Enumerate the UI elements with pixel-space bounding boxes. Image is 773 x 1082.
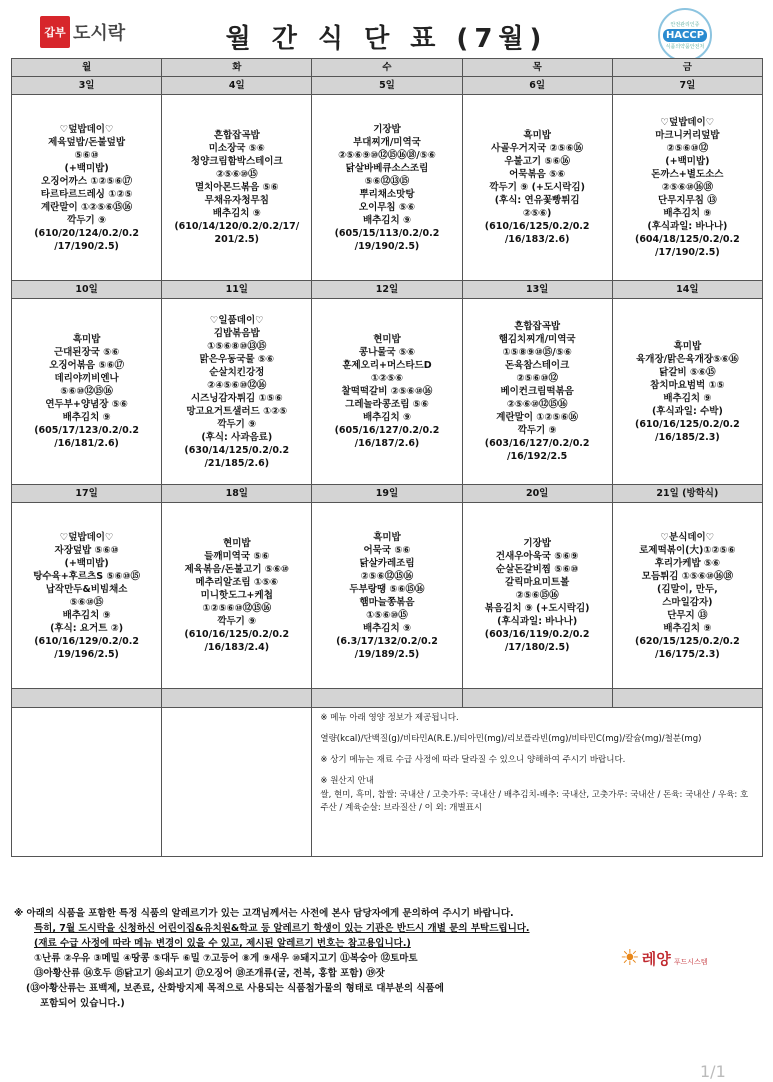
menu-item: ②⑤⑥⑩⑫ [666,143,709,154]
allergy-line: 포함되어 있습니다.) [40,998,125,1009]
menu-item: ♡덮밥데이♡ [59,531,114,543]
date-cell: 4일 [162,77,312,95]
menu-item: 닭갈비 ⑤⑥⑮ [659,366,716,378]
menu-item: 흑미밥 [373,531,401,543]
menu-item: /16/183/2.6) [504,234,570,245]
day-menu-cell [12,503,162,689]
menu-item: ②⑤⑥⑩⑫⑮⑯ [506,399,568,410]
date-cell: 7일 [612,77,762,95]
menu-item: ②⑤⑥⑮⑯ [515,590,559,601]
menu-item: 두부랑땡 ⑤⑥⑮⑯ [349,583,425,595]
empty-cell [12,689,162,708]
note-nutrition-units: 열량(kcal)/단백질(g)/비타민A(R.E.)/티아민(mg)/리보플라빈(mg)/비타민C(mg)/칼슘(mg)/철분(mg) [320,734,702,744]
menu-item: /16/192/2.5 [507,451,568,462]
brand-name: 레양 [641,950,671,968]
menu-item: 시즈닝감자튀김 ①⑤⑥ [190,392,283,404]
menu-item: /19/190/2.5) [354,240,420,252]
note-nutrition: ※ 메뉴 아래 영양 정보가 제공됩니다. [320,713,459,723]
menu-item: 오징어까스 ①②⑤⑥⑰ [41,175,133,187]
menu-item: 단무지 ⑬ [667,609,708,621]
menu-item: (610/16/125/0.2/0.2 [634,418,740,430]
day-menu-cell [12,299,162,485]
menu-item: (620/15/125/0.2/0.2 [634,635,740,647]
menu-item: (후식과일: 수박) [651,405,723,417]
day-menu-cell [612,503,762,689]
allergy-list: ⑬아황산류 ⑭호두 ⑮닭고기 ⑯쇠고기 ⑰오징어 ⑱조개류(굴, 전복, 홍합 포함) ⑲잣 [34,968,385,979]
menu-item: 배추김치 ⑨ [62,609,111,621]
menu-item: ⑤⑥⑫⑬⑮ [364,175,410,187]
menu-item: 기장밥 [523,538,551,549]
menu-item: /19/196/2.5) [54,648,119,660]
menu-item: 201/2.5) [214,234,260,245]
allergy-line: ※ 아래의 식품을 포함한 특정 식품의 알레르기가 있는 고객님께서는 사전에 본사 담당자에게 문의하여 주시기 바랍니다. [14,908,514,919]
menu-item: ①⑤⑧⑨⑩⑮/⑤⑥ [502,347,572,358]
menu-item: 닭살카레조림 [359,557,415,569]
date-cell: 3일 [12,77,162,95]
menu-item: 미소장국 ⑤⑥ [208,143,265,154]
menu-item: (김말이, 만두, [656,583,718,595]
menu-item: 기장밥 [373,123,401,135]
sun-icon: ☀ [620,946,640,971]
menu-row [12,299,763,485]
menu-item: 햄김치찌개/미역국 [498,334,576,345]
menu-item: 흔합잡곡밥 [514,321,561,332]
menu-item: (610/16/129/0.2/0.2 [34,635,139,647]
menu-item: 닭살바베큐소스조림 [345,162,429,174]
empty-cell [612,689,762,708]
menu-item: 갈릭마요미트볼 [505,577,570,588]
menu-item: (후식: 사과음료) [201,431,273,443]
haccp-bottom-text: 식품의약품안전처 [665,43,705,50]
menu-item: ♡덮밥데이♡ [59,123,114,135]
menu-item: /17/190/2.5) [655,247,720,258]
weekday-header: 금 [612,59,762,77]
menu-item: ♡분식데이♡ [660,531,715,543]
day-menu-cell [612,299,762,485]
menu-item: 배추김치 ⑨ [362,214,411,226]
menu-item: 청양크림함박스테이크 [190,156,283,167]
menu-item: (610/14/120/0.2/0.2/17/ [174,221,300,232]
menu-item: 뿌리채소맛탕 [359,188,415,200]
menu-item: (604/18/125/0.2/0.2 [634,234,740,245]
date-cell: 20일 [462,485,612,503]
menu-item: (+백미밥) [64,162,109,174]
date-cell: 18일 [162,485,312,503]
date-cell: 12일 [312,281,462,299]
day-menu-cell [462,299,612,485]
day-menu-cell [462,95,612,281]
day-menu-cell [162,503,312,689]
page-number: 1/1 [700,1062,726,1081]
date-cell: 19일 [312,485,462,503]
allergy-notice [14,906,694,1011]
menu-item: ①⑤⑥⑧⑩⑬⑮ [207,340,267,352]
menu-item: 근대된장국 ⑤⑥ [53,347,120,358]
menu-item: ②⑤⑥⑩⑮ [215,169,258,180]
date-cell: 13일 [462,281,612,299]
menu-item: 메추리알조림 ①⑤⑥ [195,577,279,588]
weekday-header-row [12,59,763,77]
date-cell: 17일 [12,485,162,503]
day-menu-cell [162,299,312,485]
menu-item: ②⑤⑥⑩⑫ [516,373,558,384]
menu-item: ⑤⑥⑩⑮ [69,596,104,608]
menu-item: /16/181/2.6) [54,438,119,449]
menu-item: 순살치킨강정 [209,366,265,378]
date-row [12,281,763,299]
date-cell: 5일 [312,77,462,95]
menu-item: 배추김치 ⑨ [663,208,712,219]
menu-item: 부대찌개/미역국 [353,136,421,148]
day-menu-cell [312,503,462,689]
menu-item: ②⑤⑥⑫⑮⑯ [360,570,414,582]
menu-item: 모듬튀김 ①⑤⑥⑩⑯⑱ [641,570,733,582]
date-cell: 21일 (방학식) [612,485,762,503]
note-menu-change: ※ 상기 메뉴는 재료 수급 사정에 따라 달라질 수 있으니 양해하여 주시기 바랍니다. [320,755,626,765]
menu-item: /16/185/2.3) [655,431,720,443]
notes-row [12,708,763,857]
brand-logo [620,946,708,971]
menu-item: ①②⑤⑥⑩⑫⑮⑯ [202,603,272,614]
note-origin-title: ※ 원산지 안내 [320,776,374,786]
menu-item: ②⑤⑥) [522,208,552,219]
menu-item: 그레놀라콩조림 ⑤⑥ [345,399,429,410]
allergy-line: 특히, 7월 도시락을 신청하신 어린이집&유치원&학교 등 알레르기 학생이 있는 기관은 반드시 개별 문의 부탁드립니다. [34,923,530,934]
weekday-header: 수 [312,59,462,77]
menu-item: 데리야끼비엔나 [54,373,119,384]
menu-item: 미니핫도그+케첩 [200,590,273,601]
menu-item: 깍두기 ⑨ [217,418,257,430]
menu-item: 흑미밥 [673,340,702,352]
menu-item: 깍두기 ⑨ (+도시락김) [489,182,585,193]
menu-item: 어묵국 ⑤⑥ [363,544,411,556]
day-menu-cell [312,299,462,485]
menu-item: (605/17/123/0.2/0.2 [34,425,139,436]
menu-item: ②⑤⑥⑨⑩⑫⑮⑯⑱/⑤⑥ [338,149,436,161]
menu-item: 배추김치 ⑨ [62,412,111,423]
menu-item: 로제떡볶이(大)①②⑤⑥ [639,544,736,556]
menu-item: 건새우아욱국 ⑤⑥⑨ [495,551,579,562]
weekday-header: 월 [12,59,162,77]
page-title: 월 간 식 단 표 (7월) [225,24,548,54]
empty-cell [312,689,462,708]
menu-item: 배추김치 ⑨ [362,622,411,634]
weekday-header: 목 [462,59,612,77]
menu-item: (603/16/119/0.2/0.2 [484,629,590,640]
menu-item: 돈까스+별도소스 [651,169,724,180]
notes-cell [312,708,763,857]
menu-item: 깍두기 ⑨ [217,616,257,627]
menu-item: 김밥볶음밥 [213,327,260,339]
menu-item: 육개장/맑은육개장⑤⑥⑯ [636,353,739,365]
logo-text: 도시락 [73,23,126,44]
menu-item: 찰떡떡갈비 ②⑤⑥⑩⑯ [341,386,433,397]
allergy-list: ①난류 ②우유 ③메밀 ④땅콩 ⑤대두 ⑥밀 ⑦고등어 ⑧게 ⑨새우 ⑩돼지고기 ⑪복숭아 ⑫토마토 [34,953,418,964]
menu-item: (610/16/125/0.2/0.2 [484,221,590,232]
menu-item: 배추김치 ⑨ [362,412,411,423]
date-cell: 14일 [612,281,762,299]
menu-row [12,503,763,689]
menu-item: 깍두기 ⑨ [517,425,557,436]
menu-item: 맑은우동국물 ⑤⑥ [199,353,275,365]
menu-item: /17/180/2.5) [504,642,570,653]
menu-item: ②⑤⑥⑩⑯⑱ [661,182,713,193]
haccp-badge [658,8,712,62]
menu-item: (후식: 요거트 ②) [50,622,124,634]
logo-mark: 갑부 [40,16,70,48]
menu-row [12,95,763,281]
menu-item: ①②⑤⑥ [370,373,404,384]
menu-item: 무채유자청무침 [204,195,269,206]
menu-item: 납작만두&비빔채소 [45,583,128,595]
menu-item: 탕수육+후르츠S ⑤⑥⑩⑮ [33,570,140,582]
blank-cell [12,708,162,857]
menu-item: 배추김치 ⑨ [212,208,261,219]
menu-item: /19/189/2.5) [354,648,420,660]
menu-item: 들깨미역국 ⑤⑥ [204,551,270,562]
menu-item: (610/16/125/0.2/0.2 [184,629,290,640]
menu-item: 햄마늘쫑볶음 [359,596,415,608]
menu-item: (+백미밥) [665,156,710,167]
menu-item: 사골우거지국 ②⑤⑥⑯ [491,143,584,154]
menu-item: 제육볶음/돈불고기 ⑤⑥⑩ [184,564,289,575]
weekday-header: 화 [162,59,312,77]
menu-item: ⑤⑥⑩⑫⑮⑯ [60,386,113,397]
menu-item: 순살돈갈비찜 ⑤⑥⑩ [495,564,579,575]
menu-item: 현미밥 [223,538,251,549]
menu-item: ②④⑤⑥⑩⑫⑯ [207,379,267,391]
menu-item: (후식: 연유꽃빵튀김 [494,195,580,206]
menu-item: 오징어볶음 ⑤⑥⑰ [49,360,124,371]
haccp-top-text: 안전관리인증 [670,21,700,28]
menu-item: 현미밥 [373,334,401,345]
menu-item: ①⑤⑥⑩⑮ [366,609,408,621]
day-menu-cell [462,503,612,689]
menu-item: 계란말이 ①②⑤⑥⑮⑯ [40,201,133,213]
date-row [12,77,763,95]
menu-item: (605/15/113/0.2/0.2 [334,227,440,239]
day-menu-cell [12,95,162,281]
empty-date-row [12,689,763,708]
menu-item: 돈육참스테이크 [505,360,570,371]
menu-item: (후식과일: 바나나) [647,221,728,232]
menu-item: ♡덮밥데이♡ [660,117,715,128]
menu-item: 계란말이 ①②⑤⑥⑯ [496,412,578,423]
menu-item: 훈제오리+머스타드D [342,360,432,371]
date-row [12,485,763,503]
day-menu-cell [312,95,462,281]
menu-item: 어묵볶음 ⑤⑥ [509,169,566,180]
allergy-line: (재료 수급 사정에 따라 메뉴 변경이 있을 수 있고, 제시된 알레르기 번호는 참고용입니다.) [34,938,411,949]
menu-item: (605/16/127/0.2/0.2 [334,425,440,436]
menu-item: ⑤⑥⑩ [74,149,99,161]
menu-item: /21/185/2.6) [204,457,270,469]
menu-item: 깍두기 ⑨ [67,214,107,226]
blank-cell [162,708,312,857]
menu-item: (+백미밥) [64,557,109,569]
menu-item: 마크니커리덮밥 [655,130,720,141]
menu-item: 흔합잡곡밥 [213,130,260,141]
empty-cell [462,689,612,708]
menu-item: 단무지무침 ⑬ [658,195,717,206]
brand-sub: 푸드시스템 [673,957,708,966]
menu-item: 배추김치 ⑨ [663,392,712,404]
menu-item: ♡일품데이♡ [209,314,264,326]
menu-item: (630/14/125/0.2/0.2 [184,444,290,456]
menu-item: 망고요거트샐러드 ①②⑤ [186,405,288,417]
menu-item: /16/183/2.4) [204,642,270,653]
menu-item: 참치마요범벅 ①⑤ [650,379,725,391]
menu-item: (603/16/127/0.2/0.2 [484,438,590,449]
menu-item: (후식과일: 바나나) [497,616,578,627]
day-menu-cell [612,95,762,281]
menu-item: (610/20/124/0.2/0.2 [34,227,139,239]
menu-item: (6.3/17/132/0.2/0.2 [336,635,438,647]
menu-item: 우불고기 ⑤⑥⑯ [504,156,570,167]
menu-item: 흑미밥 [72,334,101,345]
empty-cell [162,689,312,708]
date-cell: 11일 [162,281,312,299]
menu-table [11,58,763,857]
menu-item: /16/187/2.6) [354,438,420,449]
day-menu-cell [162,95,312,281]
menu-item: 볶음김치 ⑨ (+도시락김) [484,603,590,614]
menu-item: /16/175/2.3) [655,648,720,660]
menu-item: 흑미밥 [523,130,551,141]
menu-item: 콩나물국 ⑤⑥ [358,347,416,358]
note-origin-detail: 쌀, 현미, 흑미, 찹쌀: 국내산 / 고춧가루: 국내산 / 배추김치-배추: 국내산, 고춧가루: 국내산 / 돈육: 국내산 / 우육: 호주산 / 계육순살: 브라질산 / 이 외: 개별표시 [320,790,749,813]
menu-item: 후리가케밥 ⑤⑥ [654,557,721,569]
date-cell: 10일 [12,281,162,299]
menu-item: 스마일감자) [662,596,713,608]
menu-item: 오이무침 ⑤⑥ [358,201,416,213]
menu-item: 배추김치 ⑨ [663,622,712,634]
allergy-line: (⑬아황산류는 표백제, 보존료, 산화방지제 목적으로 사용되는 식품첨가물의 형태로 대부분의 식품에 [26,983,444,994]
menu-item: 타르타르드레싱 ①②⑤ [40,188,133,200]
menu-item: 멸치아몬드볶음 ⑤⑥ [194,182,279,193]
date-cell: 6일 [462,77,612,95]
haccp-label: HACCP [663,29,707,42]
menu-item: 자장덮밥 ⑤⑥⑩ [54,544,119,556]
menu-item: /17/190/2.5) [54,240,119,252]
menu-item: 베이컨크림떡볶음 [500,386,574,397]
menu-item: 제육덮밥/돈불덮밥 [48,136,126,148]
menu-item: 연두부+양념장 ⑤⑥ [45,399,128,410]
